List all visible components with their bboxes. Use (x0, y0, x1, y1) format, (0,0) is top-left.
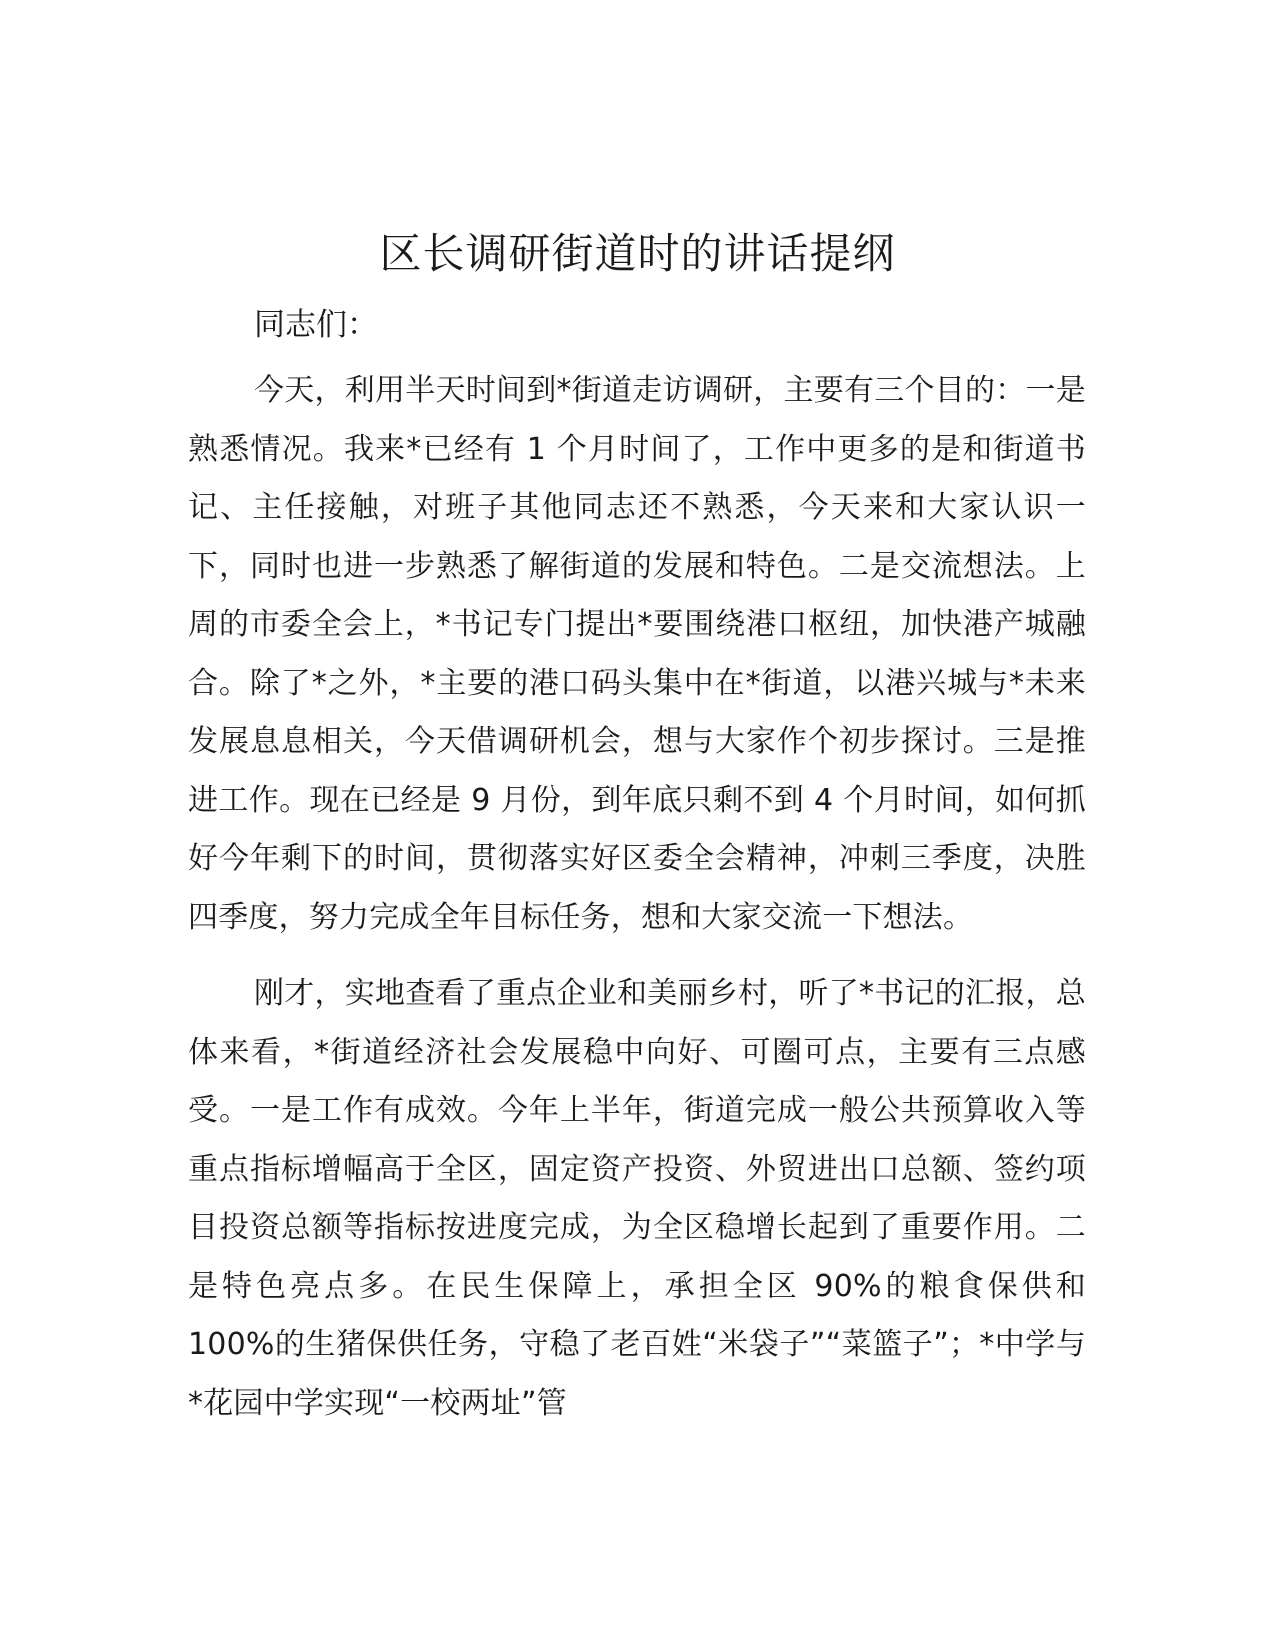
paragraph-2: 刚才，实地查看了重点企业和美丽乡村，听了*书记的汇报，总体来看，*街道经济社会发展稳中向好、可圈可点，主要有三点感受。一是工作有成效。今年上半年，街道完成一般公共预算收入等重点指标增幅高于全区，固定资产投资、外贸进出口总额、签约项目投资总额等指标按进度完成，为全区稳增长起到了重要作用。二是特色亮点多。在民生保障上，承担全区 90%的粮食保供和 100%的生猪保供任务，守稳了老百姓“米袋子”“菜篮子”；*中学与*花园中学实现“一校两址”管 (188, 976, 1086, 1421)
paragraph-1: 今天，利用半天时间到*街道走访调研，主要有三个目的：一是熟悉情况。我来*已经有 1 个月时间了，工作中更多的是和街道书记、主任接触，对班子其他同志还不熟悉，今天来和大家认识一下，同时也进一步熟悉了解街道的发展和特色。二是交流想法。上周的市委全会上，*书记专门提出*要围绕港口枢纽，加快港产城融合。除了*之外，*主要的港口码头集中在*街道，以港兴城与*未来发展息息相关，今天借调研机会，想与大家作个初步探讨。三是推进工作。现在已经是 9 月份，到年底只剩不到 4 个月时间，如何抓好今年剩下的时间，贯彻落实好区委全会精神，冲刺三季度，决胜四季度，努力完成全年目标任务，想和大家交流一下想法。 (188, 373, 1086, 935)
document-body (188, 300, 1086, 1451)
document-title: 区长调研街道时的讲话提纲 (379, 229, 896, 278)
salutation: 同志们： (254, 307, 378, 343)
